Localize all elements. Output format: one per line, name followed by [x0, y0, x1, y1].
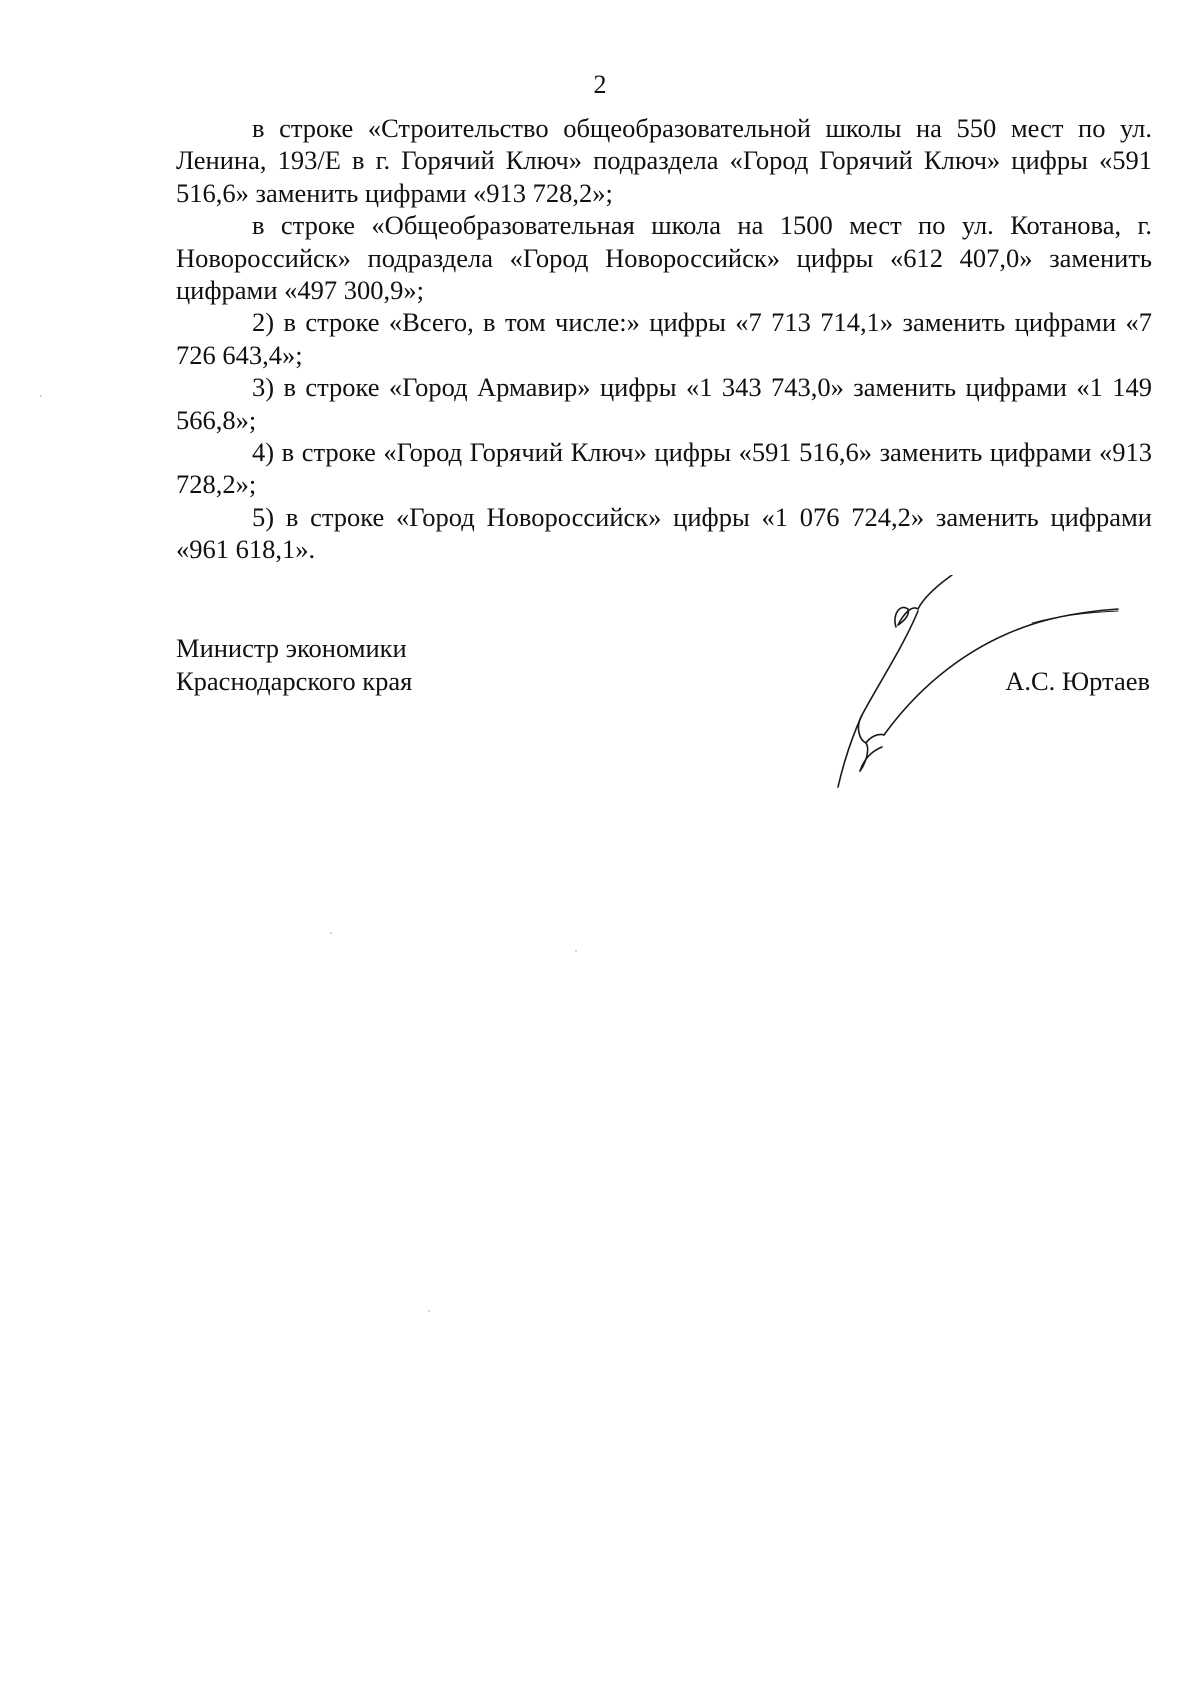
signatory-position-line-2: Краснодарского края [176, 666, 413, 696]
paragraph-item-2-total: 2) в строке «Всего, в том числе:» цифры «7 713 714,1» заменить цифрами «7 726 643,4»; [176, 307, 1152, 370]
signatory-name: А.С. Юртаев [1005, 666, 1150, 696]
signatory-position [176, 632, 412, 698]
paragraph-school-novorossiysk: в строке «Общеобразовательная школа на 1500 мест по ул. Котанова, г. Новороссийск» подраздела «Город Новороссийск» цифры «612 407,0» заменить цифрами «497 300,9»; [176, 210, 1152, 306]
scan-speck [330, 932, 332, 934]
scan-speck [428, 1310, 430, 1312]
signatory-position-line-1: Министр экономики [176, 633, 407, 663]
page-number: 2 [593, 70, 607, 99]
scan-speck [40, 395, 42, 397]
paragraph-item-4-goryachiy-klyuch: 4) в строке «Город Горячий Ключ» цифры «591 516,6» заменить цифрами «913 728,2»; [176, 437, 1152, 500]
paragraph-school-goryachiy-klyuch: в строке «Строительство общеобразовательной школы на 550 мест по ул. Ленина, 193/Е в г. Горячий Ключ» подраздела «Город Горячий Ключ» цифры «591 516,6» заменить цифрами «913 728,2»; [176, 113, 1152, 208]
paragraph-item-3-armavir: 3) в строке «Город Армавир» цифры «1 343 743,0» заменить цифрами «1 149 566,8»; [176, 372, 1152, 435]
document-body [176, 112, 1152, 566]
scan-speck [575, 950, 577, 952]
handwritten-signature [800, 575, 1120, 795]
paragraph-item-5-novorossiysk: 5) в строке «Город Новороссийск» цифры «1 076 724,2» заменить цифрами «961 618,1». [176, 501, 1152, 565]
